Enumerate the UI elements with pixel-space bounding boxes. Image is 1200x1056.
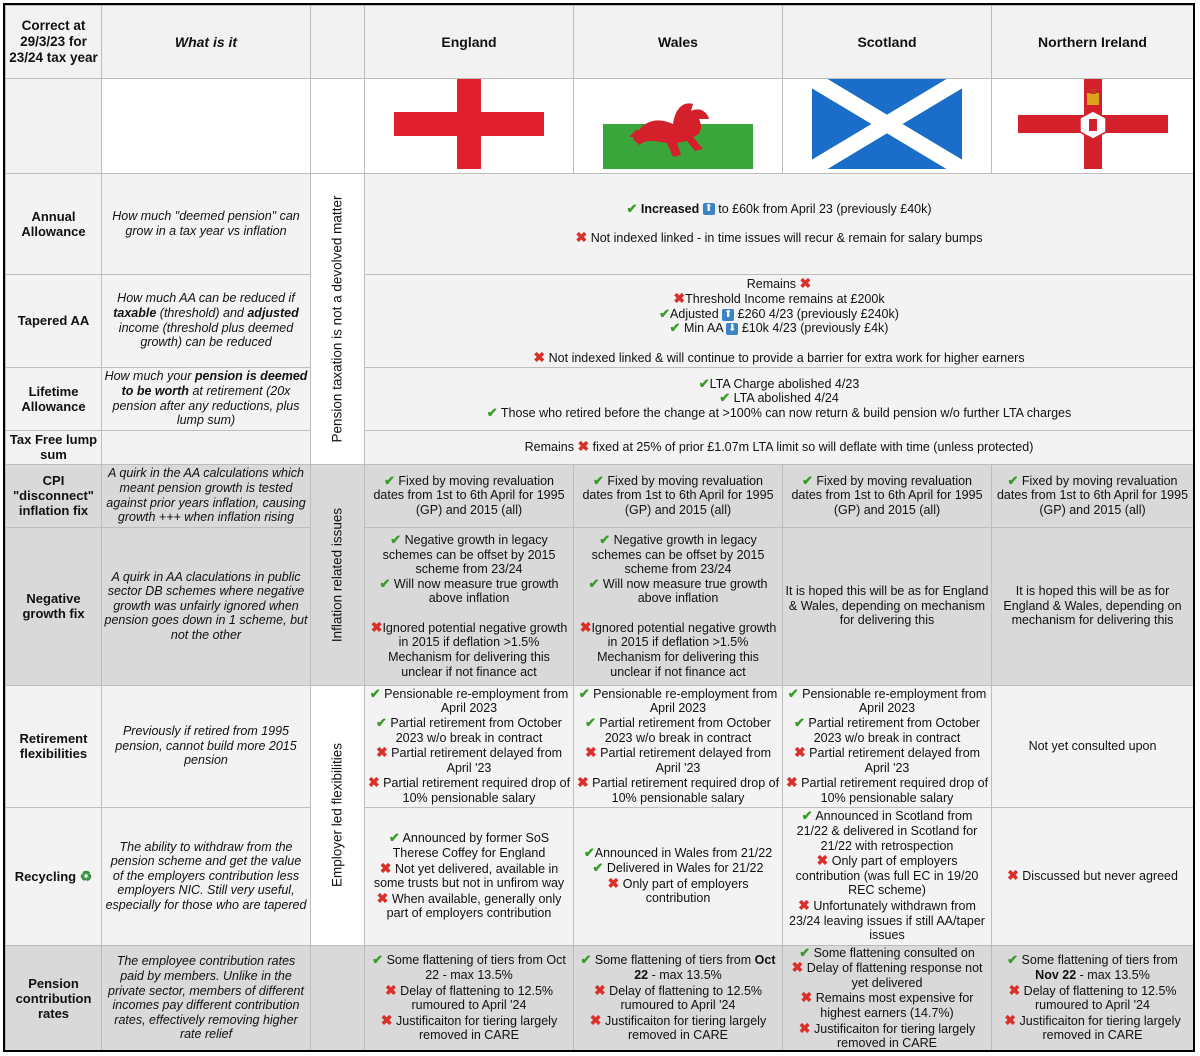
cross-icon: ✖ xyxy=(1007,867,1019,884)
row-lifetime-allowance xyxy=(6,367,1194,430)
comparison-table xyxy=(5,5,1194,1052)
negative-growth-wales: ✔ Negative growth in legacy schemes can be offset by 2015 scheme from 23/24 ✔ Will now measure true growth above inflation ✖Ignored potential negative growth in 2015 if deflation >1.5% Mechanism for delivering this unclear if not finance act xyxy=(574,527,783,685)
cross-icon: ✖ xyxy=(575,229,588,246)
flag-blank-2 xyxy=(102,79,311,174)
cpi-northern-ireland: ✔ Fixed by moving revaluation dates from 1st to 6th April for 1995 (GP) and 2015 (all) xyxy=(992,464,1194,527)
flag-blank-1 xyxy=(6,79,102,174)
check-icon: ✔ xyxy=(578,685,590,701)
pension-comparison-frame xyxy=(3,3,1195,1052)
contribution-desc: The employee contribution rates paid by members. Unlike in the private sector, members of different incomes pay different contribution rates, effectively removing higher rate relief xyxy=(102,945,311,1051)
cross-icon: ✖ xyxy=(798,896,810,913)
recycling-desc: The ability to withdraw from the pension scheme and get the value of the employers contribution less employers NIC. Still very useful, especially for those who are tapered xyxy=(102,807,311,945)
not-devolved-group-cell xyxy=(311,173,365,464)
flag-cell-northern-ireland xyxy=(992,79,1194,174)
cross-icon: ✖ xyxy=(384,981,397,998)
check-icon: ✔ xyxy=(626,200,638,216)
negative-growth-label: Negative growth fix xyxy=(6,527,102,685)
negative-growth-northern-ireland: It is hoped this will be as for England & Wales, depending on mechanism for delivering this xyxy=(992,527,1194,685)
aa-not-indexed: Not indexed linked - in time issues will recur & remain for salary bumps xyxy=(590,231,983,246)
contribution-label: Pension contribution rates xyxy=(6,945,102,1051)
check-icon: ✔ xyxy=(1007,472,1019,488)
row-pension-contribution xyxy=(6,945,1194,1051)
recycling-wales: ✔Announced in Wales from 21/22 ✔ Delivered in Wales for 21/22 ✖ Only part of employers contribution xyxy=(574,807,783,945)
employer-group-label: Employer led flexibilities xyxy=(329,743,345,888)
cpi-label: CPI "disconnect" inflation fix xyxy=(6,464,102,527)
northern-ireland-flag xyxy=(1018,79,1168,169)
cross-icon: ✖ xyxy=(584,744,597,761)
cross-icon: ✖ xyxy=(791,959,804,976)
check-icon: ✔ xyxy=(583,845,595,861)
cross-icon: ✖ xyxy=(816,852,829,869)
cpi-england: ✔ Fixed by moving revaluation dates from 1st to 6th April for 1995 (GP) and 2015 (all) xyxy=(365,464,574,527)
cross-icon: ✖ xyxy=(577,438,590,455)
contribution-northern-ireland: ✔ Some flattening of tiers from Nov 22 - max 13.5% ✖ Delay of flattening to 12.5% rumoured to April '24 ✖ Justificaiton for tiering largely removed in CARE xyxy=(992,945,1194,1051)
group-header-blank xyxy=(311,6,365,79)
flags-row xyxy=(6,79,1194,174)
check-icon: ✔ xyxy=(486,404,498,420)
employer-group-cell xyxy=(311,685,365,945)
lifetime-allowance-content: ✔LTA Charge abolished 4/23 ✔ LTA abolished 4/24 ✔ Those who retired before the change at >100% can now return & build pension w/o further LTA charges xyxy=(365,367,1194,430)
cross-icon: ✖ xyxy=(376,889,389,906)
cross-icon: ✖ xyxy=(379,859,392,876)
arrow-up-icon: ⬆ xyxy=(704,203,713,215)
row-tax-free-lump-sum xyxy=(6,430,1194,464)
row-recycling xyxy=(6,807,1194,945)
contribution-wales: ✔ Some flattening of tiers from Oct 22 - max 13.5% ✖ Delay of flattening to 12.5% rumoured to April '24 ✖ Justificaiton for tiering largely removed in CARE xyxy=(574,945,783,1051)
check-icon: ✔ xyxy=(592,472,604,488)
cpi-desc: A quirk in the AA calculations which meant pension growth is tested against prior years inflation, causing growth +++ when inflation rising xyxy=(102,464,311,527)
check-icon: ✔ xyxy=(599,531,611,547)
lifetime-allowance-label: Lifetime Allowance xyxy=(6,367,102,430)
annual-allowance-label: Annual Allowance xyxy=(6,173,102,274)
tax-free-lump-sum-label: Tax Free lump sum xyxy=(6,430,102,464)
cross-icon: ✖ xyxy=(785,774,798,791)
check-icon: ✔ xyxy=(580,952,592,968)
not-devolved-group-label: Pension taxation is not a devolved matter xyxy=(329,195,345,443)
lifetime-allowance-desc: How much your pension is deemed to be worth at retirement (20x pension after any reductions, plus lump sum) xyxy=(102,367,311,430)
check-icon: ✔ xyxy=(794,714,805,730)
cross-icon: ✖ xyxy=(798,1019,811,1036)
contribution-scotland: ✔ Some flattening consulted on ✖ Delay of flattening response not yet delivered ✖ Remains most expensive for highest earners (14.7%) ✖ Justificaiton for tiering largely removed in CARE xyxy=(783,945,992,1051)
check-icon: ✔ xyxy=(669,320,681,336)
check-icon: ✔ xyxy=(787,685,799,701)
tapered-aa-content: Remains ✖ ✖Threshold Income remains at £200k ✔Adjusted ⬆ £260 4/23 (previously £240k) ✔ Min AA ⬇ £10k 4/23 (previously £4k) ✖ Not indexed linked & will continue to provide a barrier for extra work for higher earners xyxy=(365,274,1194,367)
recycling-england: ✔ Announced by former SoS Therese Coffey for England ✖ Not yet delivered, available in some trusts but not in unfirom way ✖ When available, generally only part of employers contribution xyxy=(365,807,574,945)
arrow-up-icon: ⬆ xyxy=(723,308,733,320)
cross-icon: ✖ xyxy=(367,774,380,791)
negative-growth-scotland: It is hoped this will be as for England & Wales, depending on mechanism for delivering this xyxy=(783,527,992,685)
retirement-label: Retirement flexibilities xyxy=(6,685,102,807)
check-icon: ✔ xyxy=(799,945,811,960)
row-negative-growth xyxy=(6,527,1194,685)
recycling-scotland: ✔ Announced in Scotland from 21/22 & delivered in Scotland for 21/22 with retrospection ✖ Only part of employers contribution (was full EC in 19/20 REC scheme) ✖ Unfortunately withdrawn from 23/24 leaving issues if still AA/taper issues xyxy=(783,807,992,945)
retirement-england: ✔ Pensionable re-employment from April 2023 ✔ Partial retirement from October 2023 w/o break in contract ✖ Partial retirement delayed from April '23 ✖ Partial retirement required drop of 10% pensionable salary xyxy=(365,685,574,807)
inflation-group-cell xyxy=(311,464,365,685)
flag-cell-scotland xyxy=(783,79,992,174)
negative-growth-england: ✔ Negative growth in legacy schemes can be offset by 2015 scheme from 23/24 ✔ Will now measure true growth above inflation ✖Ignored potential negative growth in 2015 if deflation >1.5% Mechanism for delivering this unclear if not finance act xyxy=(365,527,574,685)
check-icon: ✔ xyxy=(369,685,381,701)
check-icon: ✔ xyxy=(719,390,731,406)
flag-blank-3 xyxy=(311,79,365,174)
check-icon: ✔ xyxy=(698,375,710,391)
inflation-group-label: Inflation related issues xyxy=(329,507,345,642)
cross-icon: ✖ xyxy=(593,981,606,998)
country-scotland: Scotland xyxy=(783,6,992,79)
retirement-northern-ireland: Not yet consulted upon xyxy=(992,685,1194,807)
country-england: England xyxy=(365,6,574,79)
cross-icon: ✖ xyxy=(673,290,686,307)
row-annual-allowance xyxy=(6,173,1194,274)
check-icon: ✔ xyxy=(388,830,400,846)
arrow-down-icon: ⬇ xyxy=(728,323,737,335)
negative-growth-desc: A quirk in AA claculations in public sector DB schemes where negative growth was unfairly ignored when pension goes down in 1 scheme, but not the other xyxy=(102,527,311,685)
check-icon: ✔ xyxy=(379,575,391,591)
england-flag xyxy=(394,79,544,169)
tapered-aa-label: Tapered AA xyxy=(6,274,102,367)
cross-icon: ✖ xyxy=(793,744,806,761)
what-is-it-header: What is it xyxy=(102,6,311,79)
tax-free-content: Remains ✖ fixed at 25% of prior £1.07m LTA limit so will deflate with time (unless protected) xyxy=(365,430,1194,464)
scotland-flag xyxy=(812,79,962,169)
correct-at-cell: Correct at 29/3/23 for 23/24 tax year xyxy=(6,6,102,79)
header-row xyxy=(6,6,1194,79)
cross-icon: ✖ xyxy=(375,744,388,761)
cross-icon: ✖ xyxy=(799,274,812,291)
row-tapered-aa xyxy=(6,274,1194,367)
row-retirement-flexibilities xyxy=(6,685,1194,807)
check-icon: ✔ xyxy=(376,714,387,730)
country-northern-ireland: Northern Ireland xyxy=(992,6,1194,79)
wales-flag xyxy=(603,79,753,169)
aa-increased: Increased xyxy=(640,201,700,216)
check-icon: ✔ xyxy=(372,952,384,968)
retirement-desc: Previously if retired from 1995 pension, cannot build more 2015 pension xyxy=(102,685,311,807)
check-icon: ✔ xyxy=(801,472,813,488)
annual-allowance-desc: How much "deemed pension" can grow in a tax year vs inflation xyxy=(102,173,311,274)
check-icon: ✔ xyxy=(585,714,596,730)
flag-cell-england xyxy=(365,79,574,174)
recycle-icon: ♻ xyxy=(79,867,93,884)
cross-icon: ✖ xyxy=(579,618,592,635)
cross-icon: ✖ xyxy=(380,1011,393,1028)
check-icon: ✔ xyxy=(659,305,671,321)
check-icon: ✔ xyxy=(801,808,813,824)
cross-icon: ✖ xyxy=(1004,1011,1017,1028)
cross-icon: ✖ xyxy=(370,618,383,635)
contribution-england: ✔ Some flattening of tiers from Oct 22 - max 13.5% ✖ Delay of flattening to 12.5% rumoured to April '24 ✖ Justificaiton for tiering largely removed in CARE xyxy=(365,945,574,1051)
cross-icon: ✖ xyxy=(589,1011,602,1028)
cross-icon: ✖ xyxy=(1008,981,1021,998)
check-icon: ✔ xyxy=(588,575,600,591)
row-cpi-disconnect xyxy=(6,464,1194,527)
cpi-scotland: ✔ Fixed by moving revaluation dates from 1st to 6th April for 1995 (GP) and 2015 (all) xyxy=(783,464,992,527)
tax-free-desc-blank xyxy=(102,430,311,464)
check-icon: ✔ xyxy=(390,531,402,547)
aa-increased-detail: to £60k from April 23 (previously £40k) xyxy=(718,201,932,216)
check-icon: ✔ xyxy=(592,860,604,875)
contribution-group-blank xyxy=(311,945,365,1051)
recycling-northern-ireland: ✖ Discussed but never agreed xyxy=(992,807,1194,945)
cross-icon: ✖ xyxy=(800,989,813,1006)
cross-icon: ✖ xyxy=(576,774,589,791)
cross-icon: ✖ xyxy=(607,874,620,891)
recycling-label-cell: Recycling ♻ xyxy=(6,807,102,945)
cpi-wales: ✔ Fixed by moving revaluation dates from 1st to 6th April for 1995 (GP) and 2015 (all) xyxy=(574,464,783,527)
tapered-aa-desc: How much AA can be reduced if taxable (threshold) and adjusted income (threshold plus deemed growth) can be reduced xyxy=(102,274,311,367)
check-icon: ✔ xyxy=(1007,952,1019,968)
check-icon: ✔ xyxy=(383,472,395,488)
annual-allowance-content xyxy=(365,173,1194,274)
retirement-wales: ✔ Pensionable re-employment from April 2023 ✔ Partial retirement from October 2023 w/o break in contract ✖ Partial retirement delayed from April '23 ✖ Partial retirement required drop of 10% pensionable salary xyxy=(574,685,783,807)
flag-cell-wales xyxy=(574,79,783,174)
country-wales: Wales xyxy=(574,6,783,79)
cross-icon: ✖ xyxy=(533,348,546,365)
retirement-scotland: ✔ Pensionable re-employment from April 2023 ✔ Partial retirement from October 2023 w/o break in contract ✖ Partial retirement delayed from April '23 ✖ Partial retirement required drop of 10% pensionable salary xyxy=(783,685,992,807)
